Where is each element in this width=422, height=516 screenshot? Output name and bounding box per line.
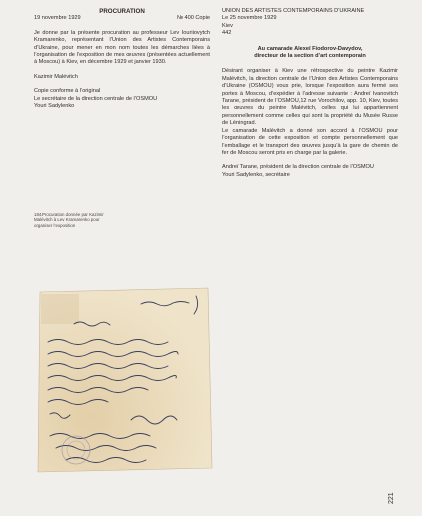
figure-caption	[34, 212, 116, 228]
caption-text: Procuration donnée par Kazimir Malévitch à Lev Kramarenko pour organiser l’exposition	[34, 212, 104, 228]
letter-signature-1: Andreï Tarane, président de la direction centrale de l’OSMOU	[222, 164, 374, 171]
certification-line-3: Youri Sadylenko	[34, 103, 75, 110]
letter-paragraph-2: Le camarade Malévitch a donné son accord à l’OSMOU pour l’organisation de cette exposition et compte personnellement que l’emballage et le transport des œuvres jusqu’à la gare de chemin de fer de Moscou seront pris en charge par la galerie.	[222, 127, 398, 156]
certification-line-1: Copie conforme à l’original	[34, 88, 101, 95]
procuration-column	[34, 8, 210, 110]
page-number: 221	[388, 492, 395, 504]
letter-org: UNION DES ARTISTES CONTEMPORAINS D’UKRAINE	[222, 8, 365, 14]
letter-addressee-2: directeur de la section d’art contemporain	[254, 53, 366, 60]
caption-number: 184.	[34, 212, 43, 217]
procuration-copy-ref: № 400 Copie	[176, 15, 210, 22]
letter-city: Kiev	[222, 22, 233, 29]
letter-addressee-1: Au camarade Alexeï Fiodorov-Davydov,	[257, 45, 363, 52]
procuration-signature: Kazimir Malévitch	[34, 73, 78, 80]
letter-date: Le 25 novembre 1929	[222, 15, 277, 22]
procuration-title: PROCURATION	[99, 8, 145, 15]
handwritten-document-photo	[36, 286, 214, 474]
letter-paragraph-1: Désirant organiser à Kiev une rétrospective du peintre Kazimir Malévitch, la direction centrale de l’Union des Artistes Contemporains d’Ukraine (OSMOU) vous prie, lorsque l’exposition aura fermé ses portes à Moscou, d’expédier à l’adresse suivante : Andreï Ivanovitch Tarane, président de l’OSMOU,12 rue Vorochilov, app. 10, Kiev, toutes les œuvres du peintre Malévitch, celles qui lui appartiennent personnellement comme celles qui sont la propriété du Musée Russe de Léningrad.	[222, 68, 398, 127]
procuration-date: 19 novembre 1929	[34, 15, 81, 22]
certification-line-2: Le secrétaire de la direction centrale de l’OSMOU	[34, 95, 158, 102]
procuration-date-row	[34, 15, 210, 22]
procuration-body: Je donne par la présente procuration au professeur Lev Iouriiovytch Kramarenko, représentant l’Union des Artistes Contemporains d’Ukraine, pour mener en mon nom toutes les démarches liées à l’organisation de l’exposition de mes œuvres (présentées actuellement à Moscou) à Kiev, en décembre 1929 et janvier 1930.	[34, 29, 210, 66]
letter-ref: 442	[222, 30, 232, 37]
letter-signature-2: Youri Sadylenko, secrétaire	[222, 171, 290, 178]
letter-column	[222, 8, 398, 179]
